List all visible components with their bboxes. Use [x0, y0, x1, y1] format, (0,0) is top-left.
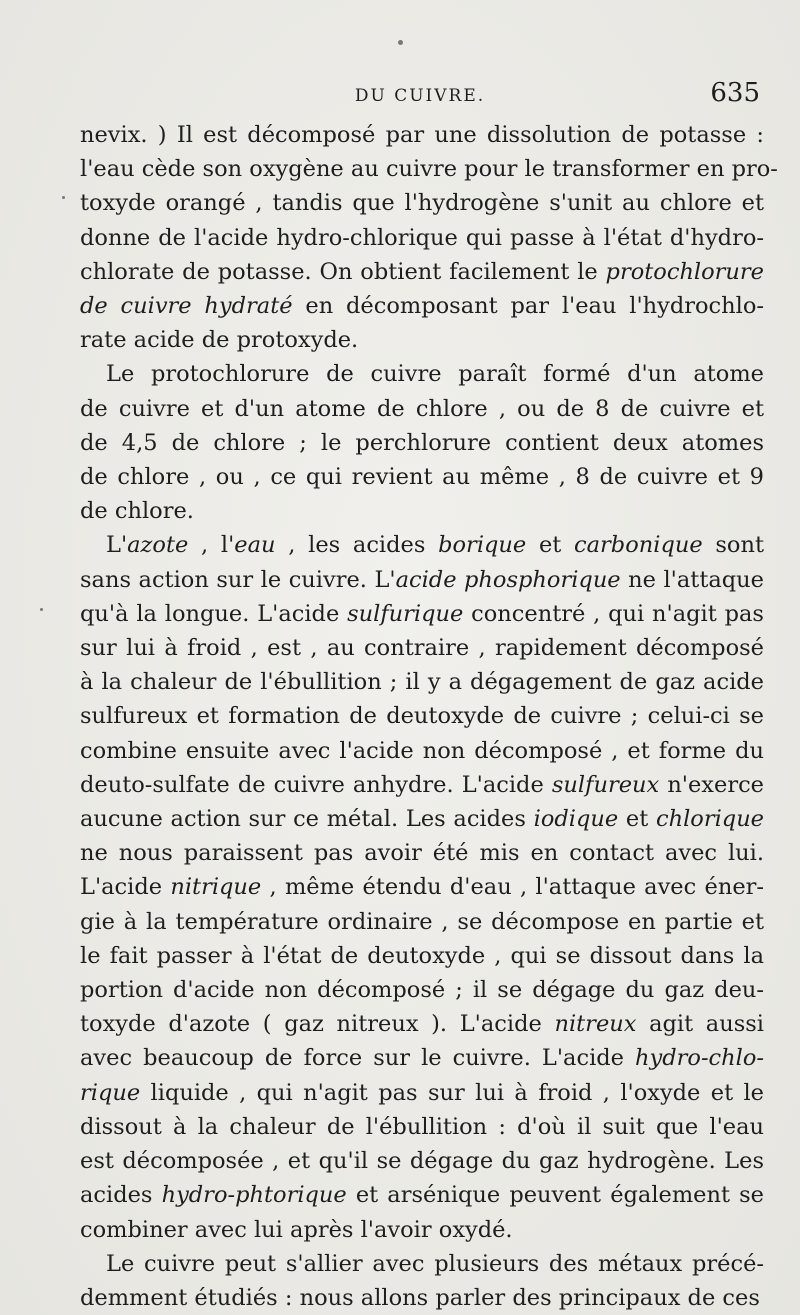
- text-line: [80, 1076, 764, 1110]
- italic-term: protochlorure: [605, 258, 764, 285]
- text-run: demment étudiés : nous allons parler des principaux de ces: [80, 1284, 760, 1311]
- running-head: DU CUIVRE.: [354, 86, 486, 106]
- text-run: aucune action sur ce métal. Les acides: [80, 806, 534, 833]
- italic-term: sulfureux: [551, 771, 660, 798]
- text-line: [80, 494, 764, 528]
- scan-speck: [398, 40, 403, 45]
- italic-term: hydro-phtorique: [161, 1182, 347, 1209]
- italic-term: borique: [438, 532, 527, 559]
- text-run: ne nous paraissent pas avoir été mis en contact avec lui.: [80, 840, 764, 867]
- text-run: acides: [80, 1182, 162, 1209]
- text-run: , les acides: [275, 532, 439, 559]
- text-run: de 4,5 de chlore ; le perchlorure contient deux atomes: [80, 429, 764, 456]
- text-line: [80, 631, 764, 665]
- text-run: rate acide de protoxyde.: [80, 327, 359, 354]
- text-run: gie à la température ordinaire , se décompose en partie et: [80, 908, 764, 935]
- text-run: concentré , qui n'agit pas: [463, 600, 764, 627]
- body-text: [80, 118, 778, 1315]
- italic-term: eau: [234, 532, 276, 559]
- text-run: et: [618, 806, 656, 833]
- text-line: [80, 734, 764, 768]
- text-run: à la chaleur de l'ébullition ; il y a dégagement de gaz acide: [80, 669, 764, 696]
- text-line: [80, 255, 764, 289]
- text-line: [80, 1041, 764, 1075]
- text-line: [80, 1110, 764, 1144]
- text-line: [80, 460, 764, 494]
- text-line: [80, 665, 764, 699]
- text-line: [80, 1144, 764, 1178]
- text-line: [80, 870, 764, 904]
- page-header: [80, 78, 760, 112]
- text-run: , même étendu d'eau , l'attaque avec éner-: [261, 874, 764, 901]
- italic-term: hydro-chlo-: [635, 1045, 764, 1072]
- text-run: chlorate de potasse. On obtient facilement le: [80, 258, 606, 285]
- text-run: Le cuivre peut s'allier avec plusieurs des métaux précé-: [106, 1250, 764, 1277]
- text-run: le fait passer à l'état de deutoxyde , qui se dissout dans la: [80, 942, 764, 969]
- text-line: [80, 392, 764, 426]
- text-line: [80, 1281, 764, 1315]
- text-run: agit aussi: [636, 1011, 764, 1038]
- italic-term: rique: [80, 1079, 141, 1106]
- italic-term: de cuivre hydraté: [80, 293, 293, 320]
- text-run: l'eau cède son oxygène au cuivre pour le transformer en pro-: [80, 156, 778, 183]
- text-line: [80, 323, 764, 357]
- text-line: [80, 768, 764, 802]
- text-run: sur lui à froid , est , au contraire , rapidement décomposé: [80, 635, 764, 662]
- italic-term: carbonique: [574, 532, 703, 559]
- text-line: [80, 939, 764, 973]
- italic-term: sulfurique: [347, 600, 464, 627]
- text-line: [80, 289, 764, 323]
- text-run: , l': [188, 532, 235, 559]
- text-run: donne de l'acide hydro-chlorique qui passe à l'état d'hydro-: [80, 224, 764, 251]
- text-line: [80, 836, 764, 870]
- text-run: n'exerce: [659, 771, 764, 798]
- text-line: [80, 186, 764, 220]
- text-line: [80, 221, 764, 255]
- text-run: Le protochlorure de cuivre paraît formé d'un atome: [106, 361, 764, 388]
- scan-speck: [62, 196, 65, 199]
- text-line: [80, 118, 764, 152]
- text-line: [80, 597, 764, 631]
- text-run: sans action sur le cuivre. L': [80, 566, 396, 593]
- text-run: dissout à la chaleur de l'ébullition : d'où il suit que l'eau: [80, 1113, 764, 1140]
- text-run: liquide , qui n'agit pas sur lui à froid , l'oxyde et le: [140, 1079, 764, 1106]
- text-run: de chlore.: [80, 498, 194, 525]
- text-line: [80, 563, 764, 597]
- text-line: [80, 973, 764, 1007]
- text-run: sulfureux et formation de deutoxyde de cuivre ; celui-ci se: [80, 703, 764, 730]
- text-run: sont: [702, 532, 765, 559]
- text-run: en décomposant par l'eau l'hydrochlo-: [292, 293, 764, 320]
- text-line: [80, 1247, 764, 1281]
- text-run: ne l'attaque: [620, 566, 764, 593]
- text-run: de cuivre et d'un atome de chlore , ou de 8 de cuivre et: [80, 395, 764, 422]
- text-run: nevix. ) Il est décomposé par une dissolution de potasse :: [80, 122, 764, 148]
- text-run: de chlore , ou , ce qui revient au même , 8 de cuivre et 9: [80, 464, 764, 491]
- text-line: [80, 802, 764, 836]
- text-run: avec beaucoup de force sur le cuivre. L'acide: [80, 1045, 636, 1072]
- italic-term: azote: [127, 532, 189, 559]
- text-line: [80, 1213, 764, 1247]
- text-run: L'acide: [80, 874, 171, 901]
- text-line: [80, 528, 764, 562]
- scan-speck: [40, 608, 43, 611]
- text-line: [80, 1178, 764, 1212]
- text-line: [80, 152, 778, 186]
- italic-term: nitrique: [170, 874, 262, 901]
- text-line: [80, 357, 764, 391]
- text-line: [80, 699, 764, 733]
- text-line: [80, 1007, 764, 1041]
- text-run: deuto-sulfate de cuivre anhydre. L'acide: [80, 771, 552, 798]
- text-run: L': [106, 532, 128, 559]
- text-run: toxyde orangé , tandis que l'hydrogène s'unit au chlore et: [80, 190, 764, 217]
- text-run: combine ensuite avec l'acide non décomposé , et forme du: [80, 737, 764, 764]
- text-run: qu'à la longue. L'acide: [80, 600, 348, 627]
- text-run: et: [526, 532, 575, 559]
- text-line: [80, 426, 764, 460]
- italic-term: acide phosphorique: [395, 566, 621, 593]
- text-run: et arsénique peuvent également se: [346, 1182, 764, 1209]
- page-number: 635: [710, 78, 760, 108]
- text-run: combiner avec lui après l'avoir oxydé.: [80, 1216, 513, 1243]
- italic-term: chlorique: [656, 806, 764, 833]
- italic-term: iodique: [533, 806, 619, 833]
- text-run: toxyde d'azote ( gaz nitreux ). L'acide: [80, 1011, 555, 1038]
- italic-term: nitreux: [554, 1011, 637, 1038]
- text-run: est décomposée , et qu'il se dégage du gaz hydrogène. Les: [80, 1148, 764, 1175]
- text-run: portion d'acide non décomposé ; il se dégage du gaz deu-: [80, 977, 764, 1004]
- text-line: [80, 905, 764, 939]
